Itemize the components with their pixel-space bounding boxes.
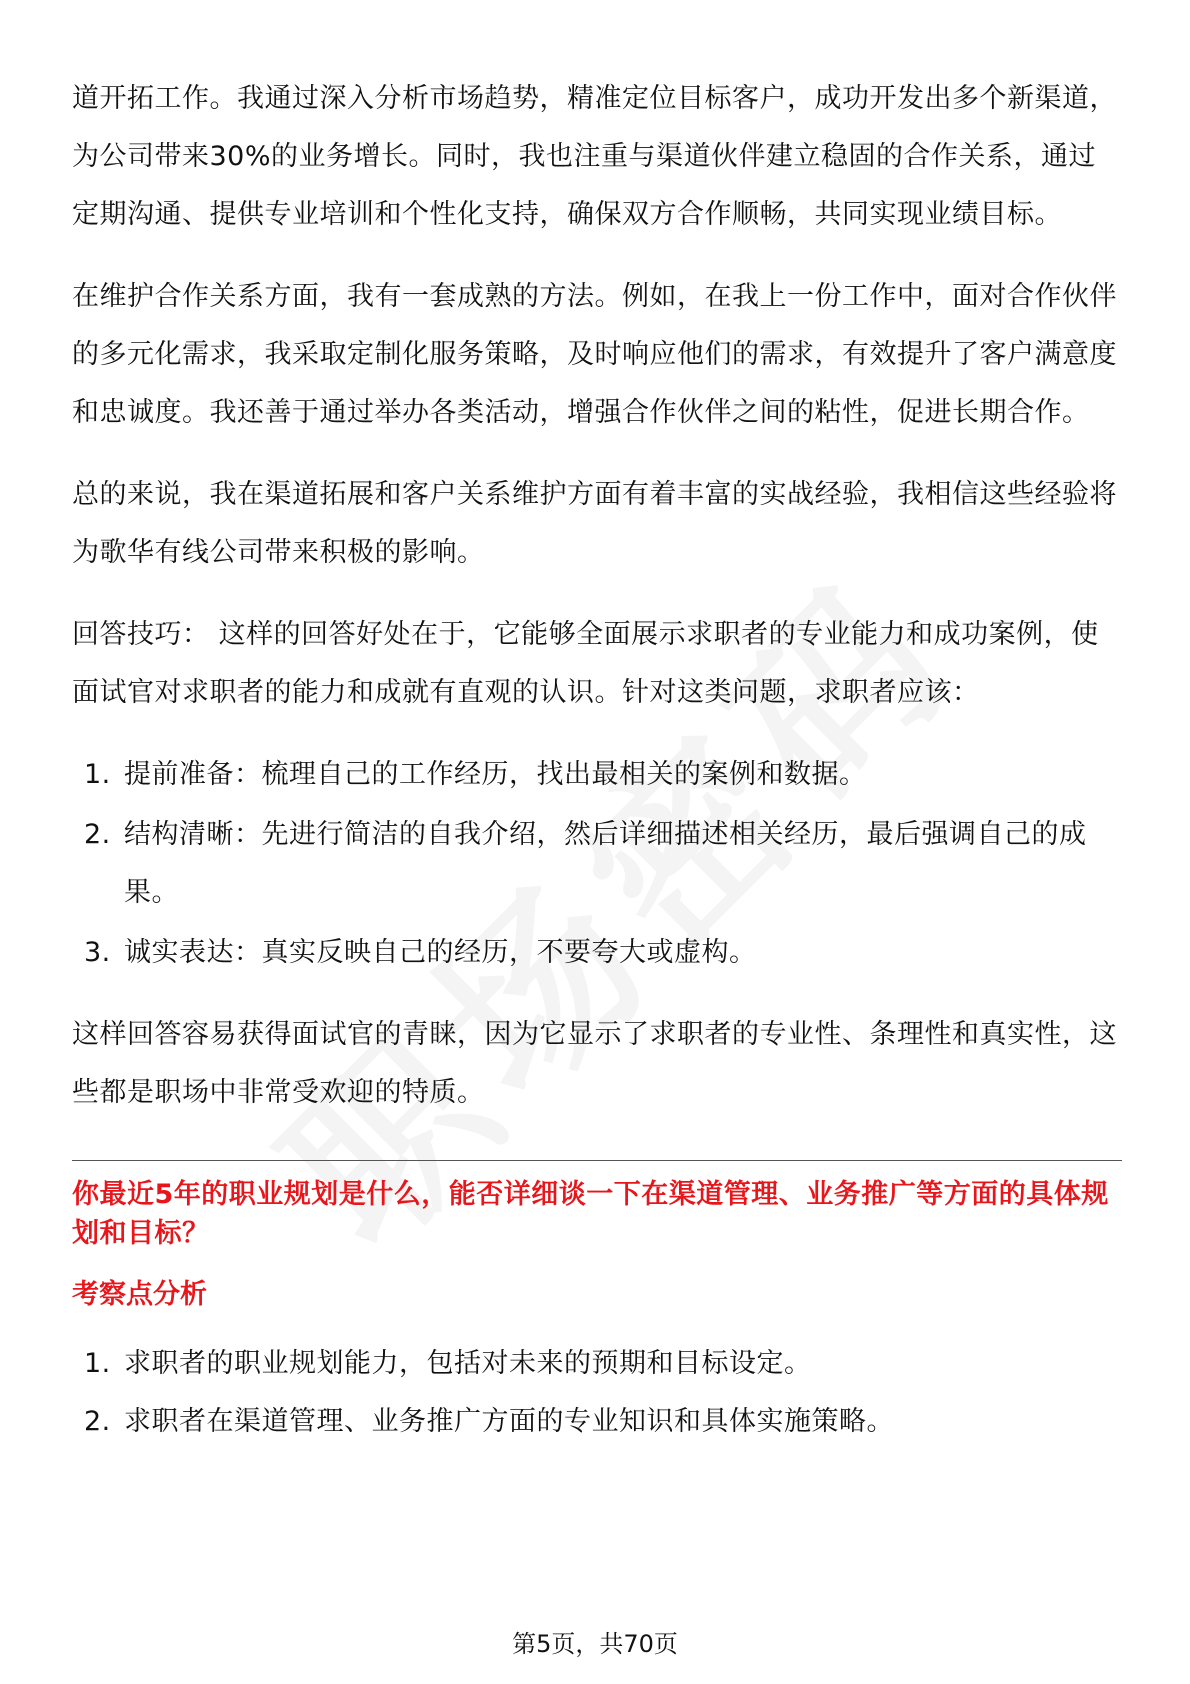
paragraph-channel-development: 道开拓工作。我通过深入分析市场趋势，精准定位目标客户，成功开发出多个新渠道，为公司带来30%的业务增长。同时，我也注重与渠道伙伴建立稳固的合作关系，通过定期沟通、提供专业培训和个性化支持，确保双方合作顺畅，共同实现业绩目标。 (72, 83, 1117, 230)
document-page (72, 70, 1122, 1451)
analysis-heading: 考察点分析 (72, 1279, 207, 1310)
list-item (72, 806, 1122, 922)
list-item (72, 1393, 1122, 1451)
list-item-text: 诚实表达：真实反映自己的经历，不要夸大或虚构。 (124, 937, 757, 968)
paragraph-partnership-maintenance: 在维护合作关系方面，我有一套成熟的方法。例如，在我上一份工作中，面对合作伙伴的多元化需求，我采取定制化服务策略，及时响应他们的需求，有效提升了客户满意度和忠诚度。我还善于通过举办各类活动，增强合作伙伴之间的粘性，促进长期合作。 (72, 281, 1117, 428)
list-item-text: 求职者在渠道管理、业务推广方面的专业知识和具体实施策略。 (124, 1406, 894, 1437)
list-item (72, 924, 1122, 982)
list-number: 2. (84, 819, 111, 850)
paragraph-answer-tips: 回答技巧： 这样的回答好处在于，它能够全面展示求职者的专业能力和成功案例，使面试官对求职者的能力和成就有直观的认识。针对这类问题，求职者应该： (72, 619, 1099, 708)
list-number: 1. (84, 759, 111, 790)
page-number-footer: 第5页，共70页 (512, 1630, 678, 1658)
list-number: 2. (84, 1406, 111, 1437)
section-divider (72, 1160, 1122, 1161)
paragraph-summary: 总的来说，我在渠道拓展和客户关系维护方面有着丰富的实战经验，我相信这些经验将为歌华有线公司带来积极的影响。 (72, 479, 1117, 568)
list-item-text: 结构清晰：先进行简洁的自我介绍，然后详细描述相关经历，最后强调自己的成果。 (124, 819, 1087, 908)
analysis-list (72, 1335, 1122, 1451)
list-item-text: 提前准备：梳理自己的工作经历，找出最相关的案例和数据。 (124, 759, 867, 790)
list-number: 3. (84, 937, 111, 968)
list-item-text: 求职者的职业规划能力，包括对未来的预期和目标设定。 (124, 1348, 812, 1379)
interview-question: 你最近5年的职业规划是什么，能否详细谈一下在渠道管理、业务推广等方面的具体规划和目标？ (72, 1179, 1109, 1249)
paragraph-closing: 这样回答容易获得面试官的青睐，因为它显示了求职者的专业性、条理性和真实性，这些都是职场中非常受欢迎的特质。 (72, 1019, 1117, 1108)
list-item (72, 1335, 1122, 1393)
tips-list (72, 746, 1122, 982)
list-number: 1. (84, 1348, 111, 1379)
list-item (72, 746, 1122, 804)
